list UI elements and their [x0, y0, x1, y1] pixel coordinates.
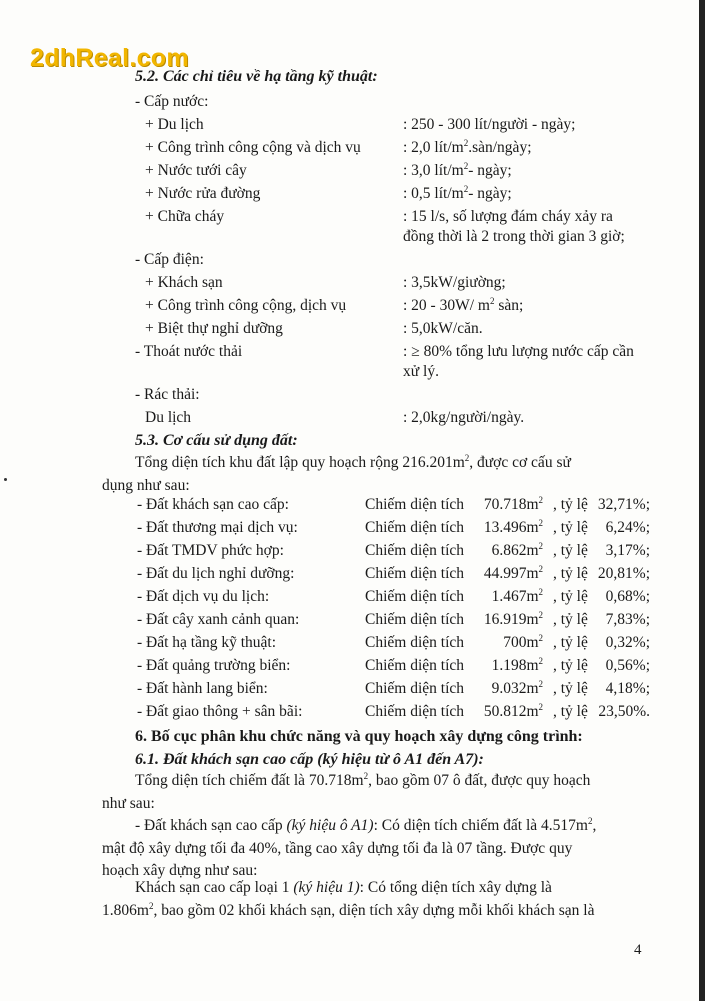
- land-use-name: - Đất dịch vụ du lịch:: [137, 588, 270, 605]
- land-use-row: [0, 542, 705, 564]
- paragraph-2: - Đất khách sạn cao cấp (ký hiệu ô A1): Có diện tích chiếm đất là $4.517m^2$, mật độ xây dựng tối đa 40%, tầng cao xây dựng tối đa là 07 tầng. Được quy hoạch xây dựng như sau:: [102, 815, 597, 879]
- watermark-logo: 2dhReal.com: [30, 44, 189, 72]
- land-use-row: [0, 496, 705, 518]
- land-use-name: - Đất hành lang biển:: [137, 680, 268, 697]
- land-use-name: - Đất du lịch nghỉ dưỡng:: [137, 565, 295, 582]
- land-use-ratio: , tỷ lệ 0,32%;: [553, 634, 650, 651]
- land-use-ratio: , tỷ lệ 6,24%;: [553, 519, 650, 536]
- heading-6: 6. Bố cục phân khu chức năng và quy hoạch xây dựng công trình:: [135, 728, 583, 745]
- land-use-name: - Đất TMDV phức hợp:: [137, 542, 284, 559]
- land-use-area: Chiếm diện tích $70.718m^2$: [365, 494, 543, 513]
- drainage-name: - Thoát nước thải: [135, 343, 243, 360]
- water-item-name: + Chữa cháy: [145, 208, 225, 225]
- paragraph-1: Tổng diện tích chiếm đất là $70.718m^2$, bao gồm 07 ô đất, được quy hoạch như sau:: [102, 770, 591, 812]
- water-item-value: : 15 l/s, số lượng đám cháy xảy ra: [403, 208, 613, 225]
- water-item-value-cont: đồng thời là 2 trong thời gian 3 giờ;: [403, 228, 625, 245]
- power-item-value: : 20 - 30W/ $m^2$ sàn;: [403, 295, 524, 314]
- land-use-area: Chiếm diện tích $9.032m^2$: [365, 678, 543, 697]
- land-use-row: [0, 519, 705, 541]
- scan-speck: [4, 478, 7, 481]
- power-item-name: + Biệt thự nghỉ dưỡng: [145, 320, 283, 337]
- page-number: 4: [634, 942, 642, 958]
- water-item-value: : 250 - 300 lít/người - ngày;: [403, 116, 576, 133]
- land-use-name: - Đất quảng trường biển:: [137, 657, 291, 674]
- land-use-ratio: , tỷ lệ 3,17%;: [553, 542, 650, 559]
- power-label: - Cấp điện:: [135, 251, 204, 268]
- waste-label: - Rác thải:: [135, 386, 200, 403]
- power-item-name: + Khách sạn: [145, 274, 223, 291]
- water-item-value: : 3,0 lít/$m^2-$ ngày;: [403, 160, 512, 179]
- land-use-ratio: , tỷ lệ 0,68%;: [553, 588, 650, 605]
- land-use-row: [0, 680, 705, 702]
- land-use-ratio: , tỷ lệ 32,71%;: [553, 496, 650, 513]
- water-item-value: : 0,5 lít/$m^2-$ ngày;: [403, 183, 512, 202]
- land-use-ratio: , tỷ lệ 4,18%;: [553, 680, 650, 697]
- land-use-ratio: , tỷ lệ 20,81%;: [553, 565, 650, 582]
- land-use-row: [0, 588, 705, 610]
- heading-5-2: 5.2. Các chỉ tiêu về hạ tầng kỹ thuật:: [135, 68, 378, 85]
- drainage-value: : ≥ 80% tổng lưu lượng nước cấp cần: [403, 343, 634, 360]
- water-item-name: + Nước tưới cây: [145, 162, 247, 179]
- land-use-name: - Đất thương mại dịch vụ:: [137, 519, 298, 536]
- power-item-value: : 3,5kW/giường;: [403, 274, 506, 291]
- land-use-name: - Đất khách sạn cao cấp:: [137, 496, 289, 513]
- land-use-area: Chiếm diện tích $1.467m^2$: [365, 586, 543, 605]
- heading-6-1: 6.1. Đất khách sạn cao cấp (ký hiệu từ ô A1 đến A7):: [135, 751, 484, 768]
- water-item-name: + Nước rửa đường: [145, 185, 261, 202]
- drainage-value-cont: xử lý.: [403, 363, 439, 380]
- land-use-area: Chiếm diện tích $13.496m^2$: [365, 517, 543, 536]
- land-use-name: - Đất giao thông + sân bãi:: [137, 703, 303, 720]
- land-use-ratio: , tỷ lệ 23,50%.: [553, 703, 650, 720]
- land-use-row: [0, 657, 705, 679]
- heading-5-3: 5.3. Cơ cấu sử dụng đất:: [135, 432, 298, 449]
- waste-name: Du lịch: [145, 409, 192, 426]
- land-use-area: Chiếm diện tích $50.812m^2$: [365, 701, 543, 720]
- water-item-name: + Du lịch: [145, 116, 204, 133]
- waste-value: : 2,0kg/người/ngày.: [403, 409, 525, 426]
- land-use-name: - Đất hạ tầng kỹ thuật:: [137, 634, 277, 651]
- power-item-value: : 5,0kW/căn.: [403, 320, 483, 337]
- land-use-area: Chiếm diện tích $6.862m^2$: [365, 540, 543, 559]
- land-use-area: Chiếm diện tích $700m^2$: [365, 632, 543, 651]
- paragraph-3: Khách sạn cao cấp loại 1 (ký hiệu 1): Có tổng diện tích xây dựng là $1.806m^2$, bao gồm 02 khối khách sạn, diện tích xây dựng mỗi khối khách sạn là: [102, 879, 595, 919]
- land-use-name: - Đất cây xanh cảnh quan:: [137, 611, 300, 628]
- land-use-area: Chiếm diện tích $1.198m^2$: [365, 655, 543, 674]
- land-use-row: [0, 565, 705, 587]
- power-item-name: + Công trình công cộng, dịch vụ: [145, 297, 347, 314]
- water-label: - Cấp nước:: [135, 93, 209, 110]
- water-item-value: : 2,0 lít/$m^2.sàn$/ngày;: [403, 137, 532, 156]
- land-use-ratio: , tỷ lệ 0,56%;: [553, 657, 650, 674]
- land-use-row: [0, 634, 705, 656]
- land-use-row: [0, 611, 705, 633]
- land-use-intro: Tổng diện tích khu đất lập quy hoạch rộng $216.201m^2$, được cơ cấu sử dụng như sau:: [102, 452, 571, 494]
- land-use-row: [0, 703, 705, 725]
- water-item-name: + Công trình công cộng và dịch vụ: [145, 139, 361, 156]
- land-use-ratio: , tỷ lệ 7,83%;: [553, 611, 650, 628]
- land-use-area: Chiếm diện tích $16.919m^2$: [365, 609, 543, 628]
- land-use-area: Chiếm diện tích $44.997m^2$: [365, 563, 543, 582]
